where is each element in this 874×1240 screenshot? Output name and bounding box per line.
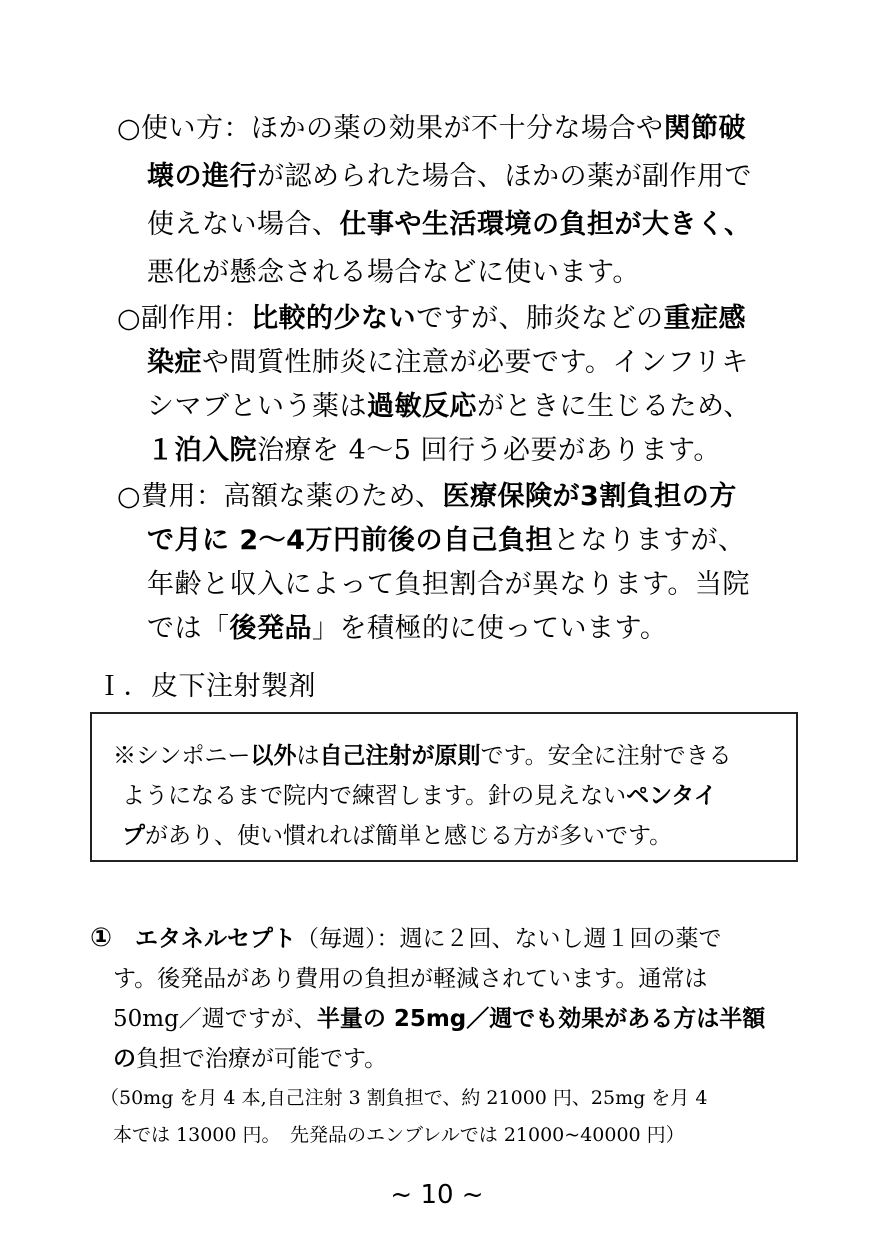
notice-text: ※シンポニー (113, 743, 251, 769)
side-effects-text: がときに生じるため、 (477, 391, 751, 422)
cost-emphasis: 後発品 (229, 613, 312, 644)
notice-line-3 (122, 817, 672, 850)
item1-line-1 (90, 920, 722, 953)
side-effects-line-1 (117, 296, 746, 335)
usage-text: ○使い方：ほかの薬の効果が不十分な場合や (117, 113, 664, 144)
cost-line-4 (147, 606, 667, 645)
side-effects-line-4 (147, 428, 721, 467)
side-effects-text: ですが、肺炎などの (416, 303, 664, 334)
side-effects-emphasis: 比較的少ない (251, 303, 417, 334)
notice-emphasis: 以外 (250, 743, 297, 769)
notice-emphasis: ペンタイ (626, 783, 717, 809)
usage-emphasis: 壊の進行 (147, 161, 257, 192)
cost-line-2 (147, 518, 745, 557)
cost-text: となりますが、 (552, 525, 746, 556)
cost-line-3 (147, 562, 750, 601)
notice-emphasis: プ (122, 823, 145, 849)
item-emphasis: の (113, 1046, 136, 1072)
side-effects-emphasis: １泊入院 (147, 435, 257, 466)
side-effects-text: ○副作用： (117, 303, 252, 334)
cost-text: では「 (147, 613, 230, 644)
cost-text: 年齢と収入によって負担割合が異なります。当院 (147, 569, 750, 600)
notice-line-2 (122, 777, 717, 810)
cost-line-1 (117, 474, 737, 513)
notice-emphasis: 自己注射が原則 (319, 743, 481, 769)
usage-emphasis: 関節破 (663, 113, 747, 144)
usage-line-2 (147, 154, 752, 193)
item-text: 負担で治療が可能です。 (136, 1046, 388, 1072)
item-text: す。後発品があり費用の負担が軽減されています。通常は (113, 966, 708, 992)
side-effects-text: 治療を 4～5 回行う必要があります。 (257, 435, 721, 466)
item1-line-2 (113, 960, 707, 993)
item-number: ① (90, 923, 113, 953)
item-emphasis: 半量の 25mg／週 (316, 1006, 513, 1032)
usage-text: 使えない場合、 (147, 209, 340, 240)
item-drug-name: エタネルセプト (135, 926, 297, 952)
usage-text: が認められた場合、ほかの薬が副作用で (257, 161, 752, 192)
usage-line-3 (147, 202, 751, 241)
cost-emphasis: で月に 2～4万円前後の自己負担 (147, 525, 553, 556)
notice-line-1 (113, 737, 732, 770)
notice-text: は (296, 743, 320, 769)
item1-line-3 (113, 1000, 765, 1033)
cost-text: 」を積極的に使っています。 (312, 613, 668, 644)
cost-text: ○費用：高額な薬のため、 (117, 481, 443, 512)
item1-note-line-1: （50mg を月 4 本,自己注射 3 割負担で、約 21000 円、25mg を月 4 (100, 1087, 708, 1109)
item-text: 50mg／週ですが、 (113, 1006, 317, 1032)
usage-line-4 (147, 250, 640, 289)
notice-text: があり、使い慣れれば簡単と感じる方が多いです。 (145, 823, 673, 849)
item1-note-line-2: 本では 13000 円。 先発品のエンブレルでは 21000~40000 円） (113, 1124, 685, 1146)
page-number: ~ 10 ~ (390, 1180, 484, 1210)
side-effects-line-2 (147, 340, 749, 379)
notice-text: ようになるまで院内で練習します。針の見えない (122, 783, 627, 809)
item-emphasis: でも効果がある方は半額 (512, 1006, 766, 1032)
notice-text: です。安全に注射できる (480, 743, 732, 769)
cost-emphasis: 医療保険が3割負担の方 (442, 481, 737, 512)
side-effects-emphasis: 重症感 (663, 303, 747, 334)
usage-line-1 (117, 106, 746, 145)
side-effects-line-3 (147, 384, 751, 423)
side-effects-text: や間質性肺炎に注意が必要です。インフリキ (202, 347, 749, 378)
item-text: （毎週）：週に２回、ないし週１回の薬で (296, 926, 722, 952)
usage-text: 悪化が懸念される場合などに使います。 (147, 257, 640, 288)
side-effects-text: シマブという薬は (147, 391, 367, 422)
usage-emphasis: 仕事や生活環境の負担が大きく、 (339, 209, 752, 240)
section-heading: Ｉ．皮下注射製剤 (96, 671, 316, 702)
item1-line-4 (113, 1040, 387, 1073)
side-effects-emphasis: 染症 (147, 347, 202, 378)
side-effects-emphasis: 過敏反応 (367, 391, 477, 422)
